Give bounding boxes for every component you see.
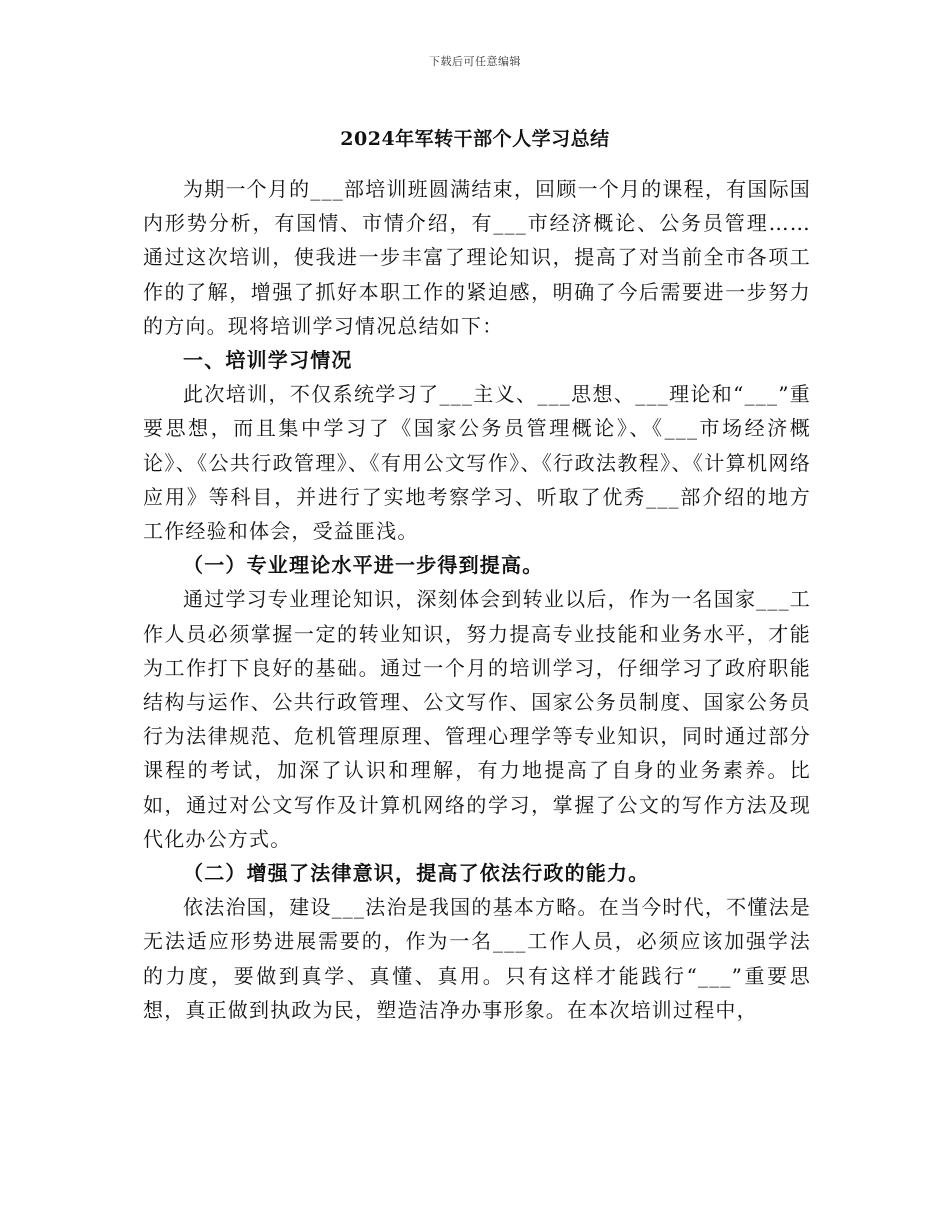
page-header-note: 下载后可任意编辑 bbox=[429, 55, 521, 68]
subsection-heading-1: （一）专业理论水平进一步得到提高。 bbox=[183, 553, 544, 578]
intro-paragraph: 为期一个月的___部培训班圆满结束，回顾一个月的课程，有国际国内形势分析，有国情、市情介绍，有___市经济概论、公务员管理……通过这次培训，使我进一步丰富了理论知识，提高了对当前全市各项工作的了解，增强了抓好本职工作的紧迫感，明确了今后需要进一步努力的方向。现将培训学习情况总结如下： bbox=[143, 177, 811, 338]
subsection-heading-2: （二）增强了法律意识，提高了依法行政的能力。 bbox=[183, 861, 650, 886]
section-heading-1: 一、培训学习情况 bbox=[183, 348, 353, 373]
document-body bbox=[143, 172, 811, 1027]
subsection-1-paragraph: 通过学习专业理论知识，深刻体会到转业以后，作为一名国家___工作人员必须掌握一定的转业知识，努力提高专业技能和业务水平，才能为工作打下良好的基础。通过一个月的培训学习，仔细学习了政府职能结构与运作、公共行政管理、公文写作、国家公务员制度、国家公务员行为法律规范、危机管理原理、管理心理学等专业知识，同时通过部分课程的考试，加深了认识和理解，有力地提高了自身的业务素养。比如，通过对公文写作及计算机网络的学习，掌握了公文的写作方法及现代化办公方式。 bbox=[143, 587, 811, 851]
section-1-paragraph: 此次培训，不仅系统学习了___主义、___思想、___理论和“___”重要思想，而且集中学习了《国家公务员管理概论》、《___市场经济概论》、《公共行政管理》、《有用公文写作》、《行政法教程》、《计算机网络应用》等科目，并进行了实地考察学习、听取了优秀___部介绍的地方工作经验和体会，受益匪浅。 bbox=[143, 382, 811, 544]
document-title: 2024年军转干部个人学习总结 bbox=[340, 128, 610, 150]
subsection-2-paragraph: 依法治国，建设___法治是我国的基本方略。在当今时代，不懂法是无法适应形势进展需要的，作为一名___工作人员，必须应该加强学法的力度，要做到真学、真懂、真用。只有这样才能践行“___”重要思想，真正做到执政为民，塑造洁净办事形象。在本次培训过程中， bbox=[143, 895, 811, 1022]
